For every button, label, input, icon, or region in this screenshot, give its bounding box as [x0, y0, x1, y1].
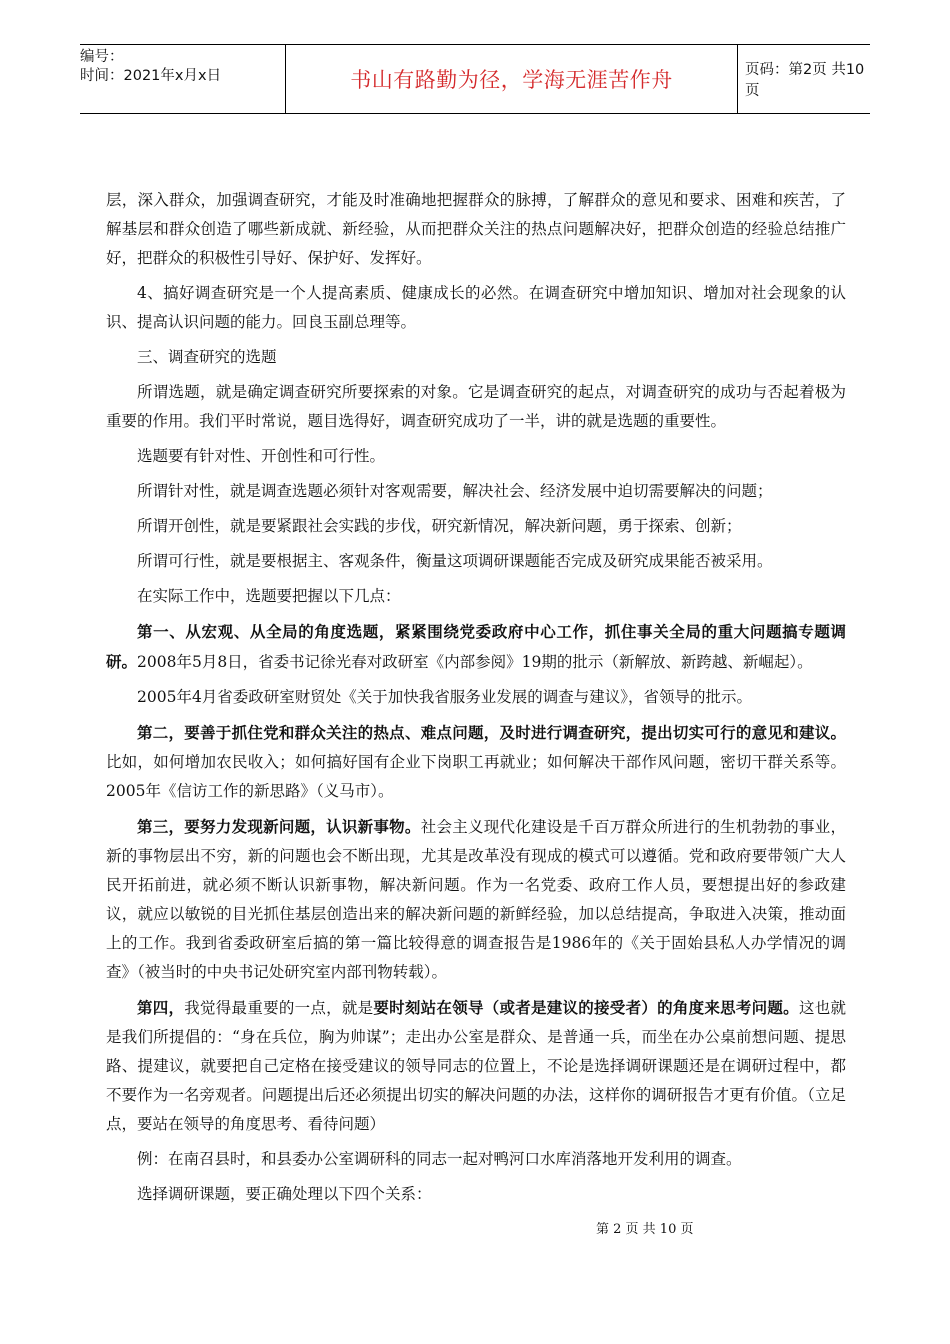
header-slogan-cell — [285, 45, 738, 113]
document-body — [106, 186, 846, 1215]
header-page-info: 页码：第2页 共10页 — [745, 62, 865, 99]
point-heading: 第一、从宏观、从全局的角度选题，紧紧围绕党委政府中心工作，抓住事关全局的重大问题搞专题调研。 — [106, 622, 846, 671]
body-paragraph: 例：在南召县时，和县委办公室调研科的同志一起对鸭河口水库消落地开发利用的调查。 — [137, 1150, 742, 1168]
header-slogan: 书山有路勤为径，学海无涯苦作舟 — [350, 68, 673, 92]
point-text: 这也就是我们所提倡的：“身在兵位，胸为帅谋”；走出办公室是群众、是普通一兵，而坐在办公桌前想问题、提思路、提建议，就要把自己定格在接受建议的领导同志的位置上，不论是选择调研课题还是在调研过程中，都不要作为一名旁观者。问题提出后还必须提出切实的解决问题的办法，这样你的调研报告才更有价值。（立足点，要站在领导的角度思考、看待问题） — [106, 999, 846, 1133]
point-paragraph — [106, 617, 846, 677]
point-paragraph — [106, 993, 846, 1139]
point-text: 我觉得最重要的一点，就是 — [184, 999, 374, 1017]
body-paragraph: 4、搞好调查研究是一个人提高素质、健康成长的必然。在调查研究中增加知识、增加对社会现象的认识、提高认识问题的能力。回良玉副总理等。 — [106, 284, 846, 331]
point-paragraph — [106, 812, 846, 987]
body-paragraph: 选题要有针对性、开创性和可行性。 — [137, 447, 386, 465]
body-paragraph: 所谓选题，就是确定调查研究所要探索的对象。它是调查研究的起点，对调查研究的成功与否起着极为重要的作用。我们平时常说，题目选得好，调查研究成功了一半，讲的就是选题的重要性。 — [106, 383, 846, 430]
body-paragraph: 选择调研课题，要正确处理以下四个关系： — [137, 1185, 432, 1203]
document-time-label: 时间：2021年x月x日 — [80, 68, 222, 84]
point-paragraph — [106, 683, 846, 712]
point-text: 2008年5月8日，省委书记徐光春对政研室《内部参阅》19期的批示（新解放、新跨越、新崛起）。 — [137, 653, 813, 671]
section-heading: 三、调查研究的选题 — [137, 348, 277, 366]
point-heading: 第四， — [137, 998, 185, 1017]
page-header — [80, 44, 870, 114]
point-text: 2005年4月省委政研室财贸处《关于加快我省服务业发展的调查与建议》，省领导的批示。 — [137, 688, 753, 706]
body-paragraph: 层，深入群众，加强调查研究，才能及时准确地把握群众的脉搏，了解群众的意见和要求、困难和疾苦，了解基层和群众创造了哪些新成就、新经验，从而把群众关注的热点问题解决好，把群众创造的经验总结推广好，把群众的积极性引导好、保护好、发挥好。 — [106, 191, 846, 267]
body-paragraph: 所谓开创性，就是要紧跟社会实践的步伐，研究新情况，解决新问题，勇于探索、创新； — [137, 517, 742, 535]
header-right-cell — [737, 45, 870, 113]
page-footer: 第 2 页 共 10 页 — [596, 1222, 694, 1237]
point-emphasis: 要时刻站在领导（或者是建议的接受者）的角度来思考问题。 — [373, 998, 799, 1017]
body-paragraph: 在实际工作中，选题要把握以下几点： — [137, 587, 401, 605]
document-number-label: 编号： — [80, 49, 124, 65]
point-text: 社会主义现代化建设是千百万群众所进行的生机勃勃的事业，新的事物层出不穷，新的问题也会不断出现，尤其是改革没有现成的模式可以遵循。党和政府要带领广大人民开拓前进，就必须不断认识新事物，解决新问题。作为一名党委、政府工作人员，要想提出好的参政建议，就应以敏锐的目光抓住基层创造出来的解决新问题的新鲜经验，加以总结提高，争取进入决策，推动面上的工作。我到省委政研室后搞的第一篇比较得意的调查报告是1986年的《关于固始县私人办学情况的调查》（被当时的中央书记处研究室内部刊物转载）。 — [106, 818, 846, 981]
point-text: 比如，如何增加农民收入；如何搞好国有企业下岗职工再就业；如何解决干部作风问题，密切干群关系等。2005年《信访工作的新思路》（义马市）。 — [106, 753, 846, 800]
point-heading: 第二，要善于抓住党和群众关注的热点、难点问题，及时进行调查研究，提出切实可行的意见和建议。 — [137, 723, 846, 742]
point-paragraph — [106, 718, 846, 806]
body-paragraph: 所谓针对性，就是调查选题必须针对客观需要，解决社会、经济发展中迫切需要解决的问题； — [137, 482, 773, 500]
point-heading: 第三，要努力发现新问题，认识新事物。 — [137, 817, 421, 836]
header-left-cell — [80, 45, 284, 116]
body-paragraph: 所谓可行性，就是要根据主、客观条件，衡量这项调研课题能否完成及研究成果能否被采用。 — [137, 552, 773, 570]
